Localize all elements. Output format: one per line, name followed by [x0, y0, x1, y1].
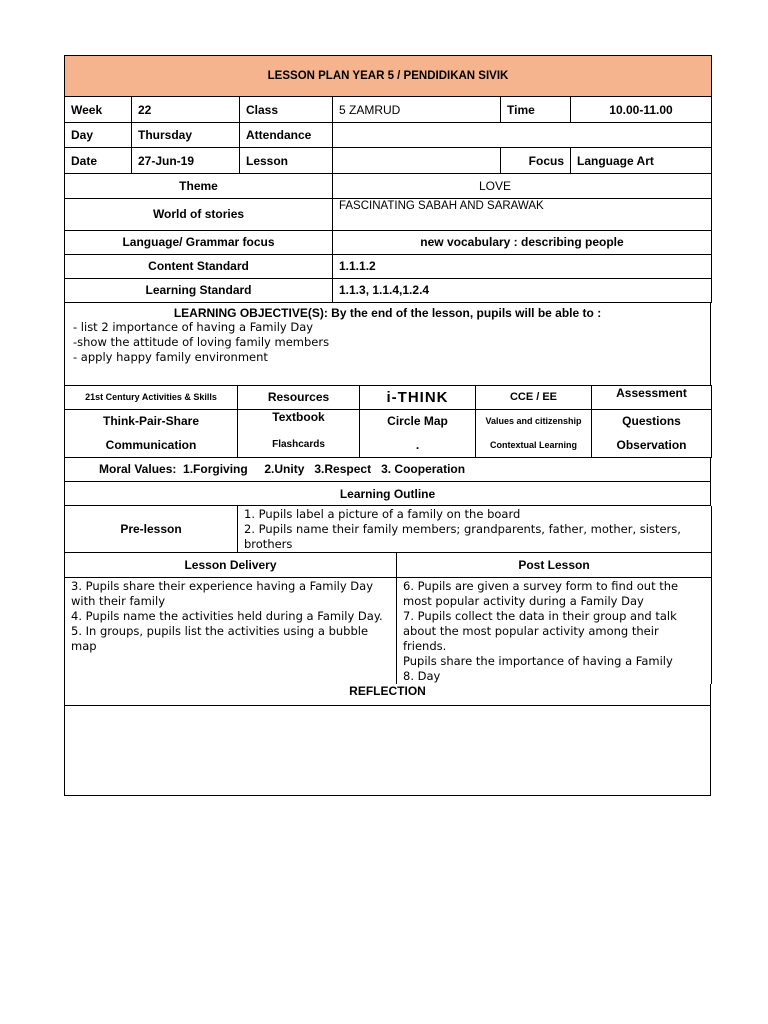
pre-lesson-label: Pre-lesson — [65, 506, 238, 553]
class-value: 5 ZAMRUD — [333, 97, 501, 123]
page-title: LESSON PLAN YEAR 5 / PENDIDIKAN SIVIK — [65, 56, 712, 97]
reflection-box — [65, 706, 711, 796]
objectives-table — [64, 303, 711, 385]
post-step: 6. Pupils are given a survey form to find out the most popular activity during a Family Day — [403, 578, 679, 608]
reflection-table — [64, 684, 711, 797]
cce-item: Contextual Learning — [476, 433, 592, 457]
skills-header: 21st Century Activities & Skills — [65, 385, 238, 409]
lesson-delivery-steps — [65, 577, 397, 684]
content-standard-label: Content Standard — [65, 254, 333, 278]
skill-item: Think-Pair-Share — [65, 409, 238, 433]
ithink-item: Circle Map — [360, 409, 476, 433]
attendance-value — [333, 123, 712, 148]
moral-values: Moral Values: 1.Forgiving 2.Unity 3.Respect 3. Cooperation — [65, 458, 711, 482]
world-label: World of stories — [65, 198, 333, 230]
objective-item: - apply happy family environment — [73, 349, 268, 364]
resource-item: Flashcards — [238, 433, 360, 457]
week-value: 22 — [132, 97, 240, 123]
pre-lesson-steps — [238, 506, 712, 553]
delivery-step: 4. Pupils name the activities held during a Family Day. — [71, 608, 383, 623]
day-value: Thursday — [132, 123, 240, 148]
lesson-delivery-label: Lesson Delivery — [65, 553, 397, 577]
cce-ee-header: CCE / EE — [476, 385, 592, 409]
content-standard-value: 1.1.1.2 — [333, 254, 712, 278]
grammar-value: new vocabulary : describing people — [333, 230, 712, 254]
date-label: Date — [65, 148, 132, 174]
lesson-value — [333, 148, 501, 174]
time-value: 10.00-11.00 — [571, 97, 712, 123]
header-table — [64, 55, 712, 174]
pre-lesson-step: 1. Pupils label a picture of a family on the board — [244, 507, 521, 521]
ithink-logo: i-THINK — [360, 385, 476, 409]
delivery-table — [64, 553, 712, 684]
post-lesson-label: Post Lesson — [397, 553, 712, 577]
cce-item: Values and citizenship — [476, 409, 592, 433]
class-label: Class — [240, 97, 333, 123]
world-value: FASCINATING SABAH AND SARAWAK — [333, 198, 712, 230]
lesson-label: Lesson — [240, 148, 333, 174]
skills-table — [64, 385, 712, 458]
objective-item: -show the attitude of loving family members — [73, 334, 330, 349]
date-value: 27-Jun-19 — [132, 148, 240, 174]
post-step: Pupils share the importance of having a Family — [403, 653, 673, 668]
outline-table — [64, 458, 711, 507]
day-label: Day — [65, 123, 132, 148]
learning-standard-value: 1.1.3, 1.1.4,1.2.4 — [333, 278, 712, 302]
ithink-item: . — [360, 433, 476, 457]
grammar-label: Language/ Grammar focus — [65, 230, 333, 254]
assessment-item: Observation — [592, 433, 712, 457]
attendance-label: Attendance — [240, 123, 333, 148]
objectives-box — [65, 303, 711, 385]
resource-item: Textbook — [238, 409, 360, 433]
post-lesson-steps — [397, 577, 712, 684]
lesson-plan-sheet — [64, 55, 711, 796]
learning-standard-label: Learning Standard — [65, 278, 333, 302]
objectives-heading: LEARNING OBJECTIVE(S): By the end of the lesson, pupils will be able to : — [173, 305, 602, 320]
time-label: Time — [501, 97, 571, 123]
pre-lesson-step: 2. Pupils name their family members; grandparents, father, mother, sisters, brothers — [244, 522, 681, 551]
resources-header: Resources — [238, 385, 360, 409]
assessment-header: Assessment — [592, 385, 712, 409]
focus-label: Focus — [501, 148, 571, 174]
week-label: Week — [65, 97, 132, 123]
delivery-step: 5. In groups, pupils list the activities using a bubble map — [71, 623, 369, 653]
pre-lesson-table — [64, 506, 712, 553]
skill-item: Communication — [65, 433, 238, 457]
standards-table — [64, 174, 712, 303]
delivery-step: 3. Pupils share their experience having a Family Day with their family — [71, 578, 374, 608]
objective-item: - list 2 importance of having a Family Day — [73, 319, 314, 334]
learning-outline-heading: Learning Outline — [65, 482, 711, 506]
theme-label: Theme — [65, 174, 333, 198]
theme-value: LOVE — [333, 174, 712, 198]
focus-value: Language Art — [571, 148, 712, 174]
reflection-heading: REFLECTION — [65, 684, 711, 706]
assessment-item: Questions — [592, 409, 712, 433]
post-step: 8. Day — [403, 668, 441, 683]
post-step: 7. Pupils collect the data in their group and talk about the most popular activity among their friends. — [403, 608, 677, 653]
